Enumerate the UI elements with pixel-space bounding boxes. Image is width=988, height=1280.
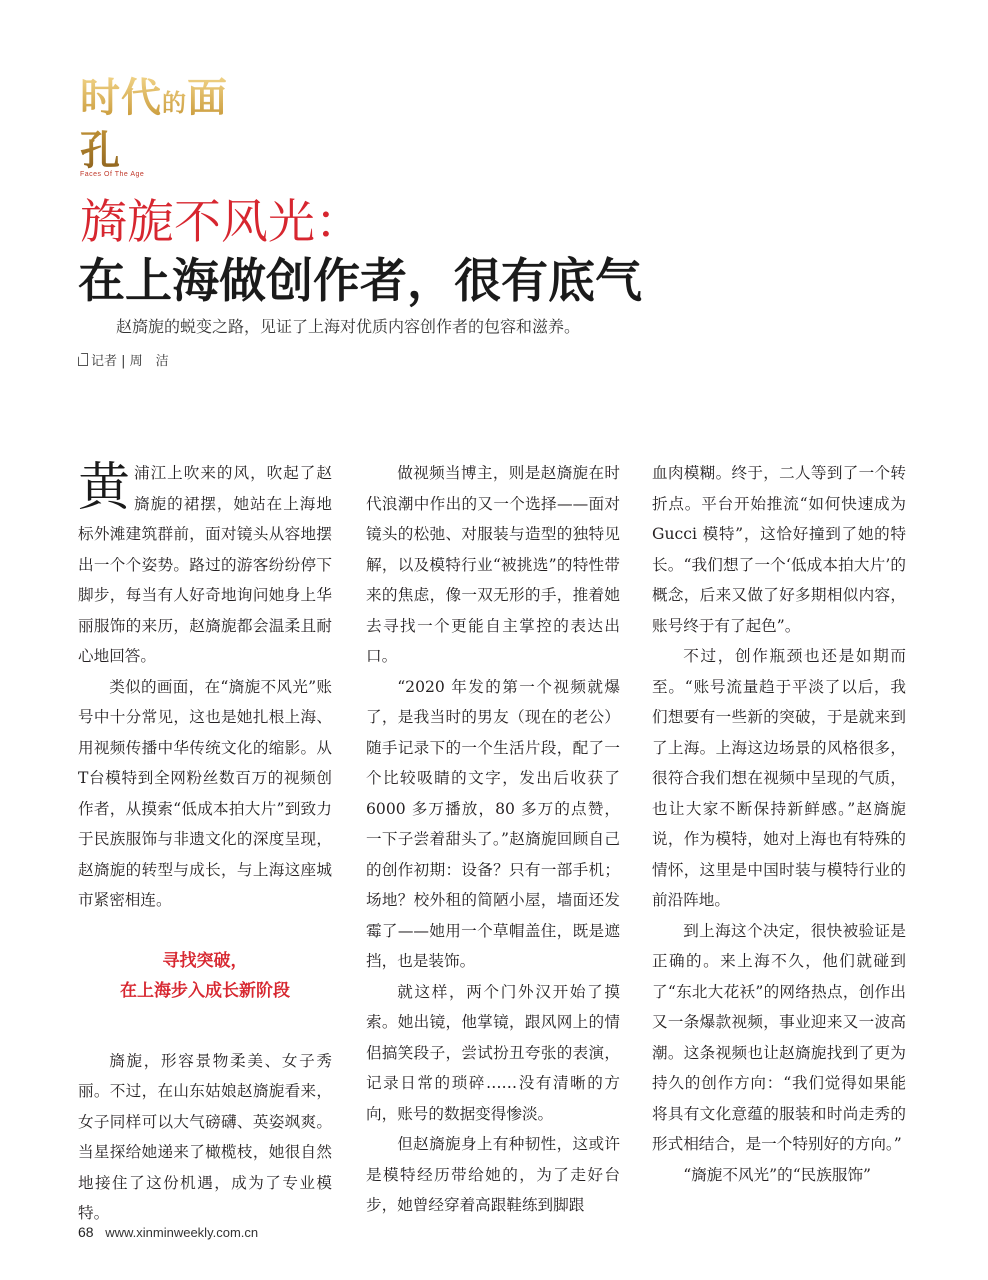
article-title-line2: 在上海做创作者，很有底气: [78, 254, 642, 309]
page-footer: [78, 1224, 258, 1240]
section-heading-line2: 在上海步入成长新阶段: [120, 980, 290, 1001]
column-logo: [80, 74, 260, 178]
paragraph-text: 浦江上吹来的风，吹起了赵旖旎的裙摆，她站在上海地标外滩建筑群前，面对镜头从容地摆出一个个姿势。路过的游客纷纷停下脚步，每当有人好奇地询问她身上华丽服饰的来历，赵旖旎都会温柔且耐心地回答。: [78, 464, 332, 665]
paragraph: 但赵旖旎身上有种韧性，这或许是模特经历带给她的，为了走好台步，她曾经穿着高跟鞋练到脚跟: [366, 1135, 620, 1214]
byline-text: 记者 | 周 洁: [91, 354, 169, 369]
page-number: 68: [78, 1224, 94, 1240]
article-column-1: [78, 458, 332, 1229]
paragraph: 旖旎，形容景物柔美、女子秀丽。不过，在山东姑娘赵旖旎看来，女子同样可以大气磅礴、英姿飒爽。当星探给她递来了橄榄枝，她很自然地接住了这份机遇，成为了专业模特。: [78, 1051, 332, 1222]
logo-text-part1: 时代: [80, 74, 162, 121]
paragraph: 做视频当博主，则是赵旖旎在时代浪潮中作出的又一个选择——面对镜头的松弛、对服装与造型的独特见解，以及模特行业“被挑选”的特性带来的焦虑，像一双无形的手，推着她去寻找一个更能自主掌控的表达出口。: [366, 464, 620, 665]
article-column-3: [652, 458, 906, 1190]
paragraph: “2020 年发的第一个视频就爆了，是我当时的男友（现在的老公）随手记录下的一个生活片段，配了一个比较吸睛的文字，发出后收获了 6000 多万播放，80 多万的点赞，一下子尝着甜头了。”赵旖旎回顾自己的创作初期：设备？只有一部手机；场地？校外租的简陋小屋，墙面还发霉了——她用一个草帽盖住，既是遮挡，也是装饰。: [366, 677, 620, 970]
section-heading-line1: 寻找突破，: [162, 950, 248, 971]
byline: [78, 350, 169, 369]
paragraph: 不过，创作瓶颈也还是如期而至。“账号流量趋于平淡了以后，我们想要有一些新的突破，于是就来到了上海。上海这边场景的风格很多，很符合我们想在视频中呈现的气质，也让大家不断保持新鲜感。”赵旖旎说，作为模特，她对上海也有特殊的情怀，这里是中国时装与模特行业的前沿阵地。: [652, 647, 906, 909]
logo-text-part2: 面孔: [80, 74, 228, 174]
paragraph: 血肉模糊。终于，二人等到了一个转折点。平台开始推流“如何快速成为 Gucci 模特”，这恰好撞到了她的特长。“我们想了一个‘低成本拍大片’的概念，后来又做了好多期相似内容，账号终于有了起色”。: [652, 464, 906, 635]
column-logo-subtitle: Faces Of The Age: [80, 171, 145, 178]
website-link[interactable]: www.xinminweekly.com.cn: [105, 1225, 259, 1240]
paragraph: 就这样，两个门外汉开始了摸索。她出镜，他掌镜，跟风网上的情侣搞笑段子，尝试扮丑夸张的表演，记录日常的琐碎……没有清晰的方向，账号的数据变得惨淡。: [366, 982, 620, 1123]
paragraph: 到上海这个决定，很快被验证是正确的。来上海不久，他们就碰到了“东北大花袄”的网络热点，创作出又一条爆款视频，事业迎来又一波高潮。这条视频也让赵旖旎找到了更为持久的创作方向：“我们觉得如果能将具有文化意蕴的服装和时尚走秀的形式相结合，是一个特别好的方向。”: [652, 921, 906, 1153]
document-icon: [78, 353, 88, 366]
paragraph: “旖旎不风光”的“民族服饰”: [683, 1165, 872, 1184]
article-column-2: [366, 458, 620, 1221]
paragraph: 类似的画面，在“旖旎不风光”账号中十分常见，这也是她扎根上海、用视频传播中华传统文化的缩影。从T台模特到全网粉丝数百万的视频创作者，从摸索“低成本拍大片”到致力于民族服饰与非遗文化的深度呈现，赵旖旎的转型与成长，与上海这座城市紧密相连。: [78, 677, 332, 909]
section-heading: [78, 946, 332, 1006]
drop-cap: 黄: [78, 458, 131, 518]
paragraph: [78, 458, 332, 672]
column-logo-title: [80, 74, 260, 175]
logo-text-small: 的: [162, 88, 187, 117]
article-subtitle: 赵旖旎的蜕变之路，见证了上海对优质内容创作者的包容和滋养。: [116, 317, 581, 336]
article-title-line1: 旖旎不风光：: [80, 195, 362, 250]
